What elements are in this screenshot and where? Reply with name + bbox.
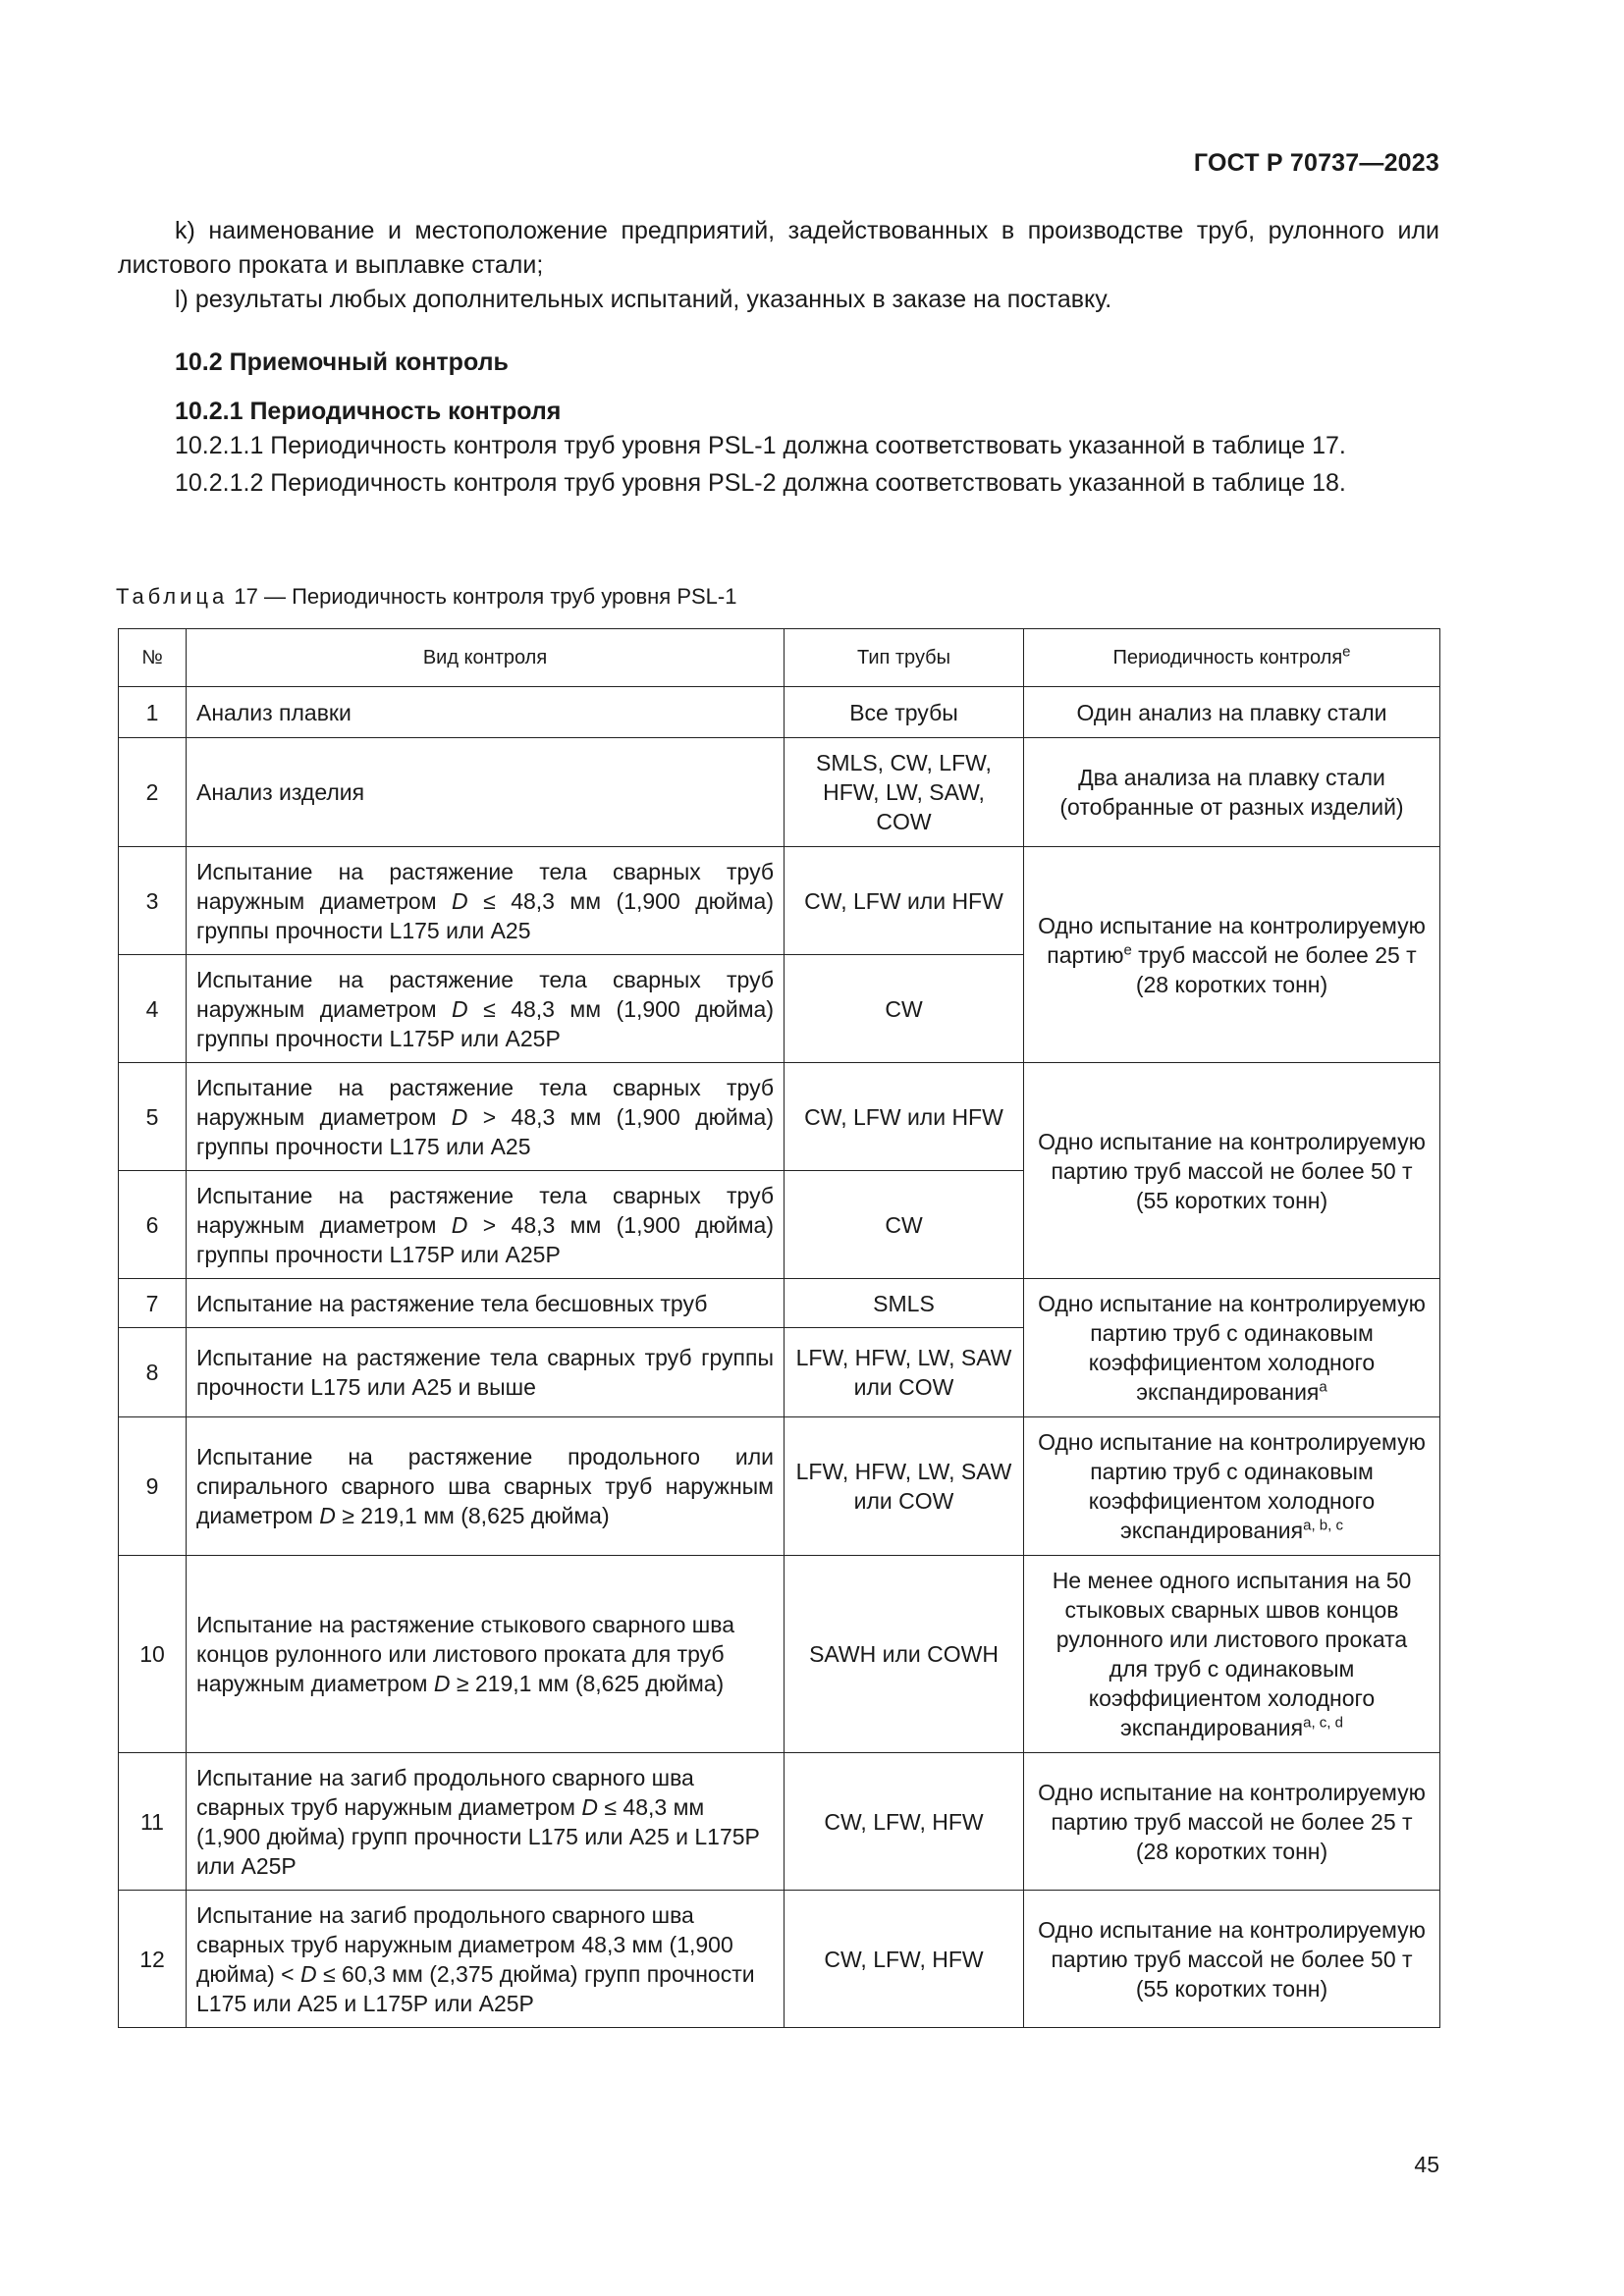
section-title: 10.2 Приемочный контроль bbox=[175, 348, 509, 376]
cell-kind: Анализ плавки bbox=[187, 687, 785, 738]
table-caption-word: Таблица bbox=[116, 584, 229, 609]
table-row bbox=[119, 1417, 1440, 1556]
cell-type: CW, LFW или HFW bbox=[785, 847, 1024, 955]
cell-type: CW bbox=[785, 955, 1024, 1063]
list-item-k: k) наименование и местоположение предприятий, задействованных в производстве труб, рулонного или листового проката и выплавке стали; bbox=[118, 217, 1439, 279]
cell-num: 3 bbox=[119, 847, 187, 955]
table-row bbox=[119, 687, 1440, 738]
cell-num: 1 bbox=[119, 687, 187, 738]
control-frequency-table bbox=[118, 628, 1440, 2028]
cell-num: 12 bbox=[119, 1891, 187, 2028]
table-row bbox=[119, 1279, 1440, 1328]
table-row bbox=[119, 1556, 1440, 1753]
footnote-mark: a, c, d bbox=[1303, 1714, 1343, 1732]
paragraph-10-2-1-2: 10.2.1.2 Периодичность контроля труб уровня PSL-2 должна соответствовать указанной в таблице 18. bbox=[175, 469, 1346, 497]
paragraph-10-2-1-1: 10.2.1.1 Периодичность контроля труб уровня PSL-1 должна соответствовать указанной в таблице 17. bbox=[175, 432, 1346, 459]
table-row bbox=[119, 1753, 1440, 1891]
cell-kind: Испытание на растяжение тела сварных труб наружным диаметром D ≤ 48,3 мм (1,900 дюйма) группы прочности L175P или A25P bbox=[187, 955, 785, 1063]
header-kind: Вид контроля bbox=[187, 629, 785, 687]
cell-freq-merged: Одно испытание на контролируемую партию труб массой не более 50 т (55 коротких тонн) bbox=[1024, 1063, 1440, 1279]
cell-type: LFW, HFW, LW, SAW или COW bbox=[785, 1328, 1024, 1417]
cell-freq-merged: Одно испытание на контролируемую партию$^e$ труб массой не более 25 т (28 коротких тонн) bbox=[1024, 847, 1440, 1063]
cell-kind: Испытание на загиб продольного сварного шва сварных труб наружным диаметром D ≤ 48,3 мм (1,900 дюйма) групп прочности L175 или A25 и L175P или A25P bbox=[187, 1753, 785, 1891]
footnote-mark: a bbox=[1319, 1378, 1327, 1396]
cell-num: 8 bbox=[119, 1328, 187, 1417]
cell-freq: Два анализа на плавку стали (отобранные от разных изделий) bbox=[1024, 738, 1440, 847]
cell-freq: Один анализ на плавку стали bbox=[1024, 687, 1440, 738]
cell-kind: Испытание на растяжение тела сварных труб наружным диаметром D > 48,3 мм (1,900 дюйма) группы прочности L175 или A25 bbox=[187, 1063, 785, 1171]
cell-type: CW bbox=[785, 1171, 1024, 1279]
cell-num: 10 bbox=[119, 1556, 187, 1753]
cell-freq: Одно испытание на контролируемую партию труб с одинаковым коэффициентом холодного экспандирования$^{a, b, c}$ bbox=[1024, 1417, 1440, 1556]
footnote-mark: e bbox=[1342, 643, 1351, 661]
cell-kind: Испытание на растяжение тела сварных труб группы прочности L175 или A25 и выше bbox=[187, 1328, 785, 1417]
cell-type: Все трубы bbox=[785, 687, 1024, 738]
table-header-row bbox=[119, 629, 1440, 687]
header-freq: Периодичность контроля$^e$ bbox=[1024, 629, 1440, 687]
cell-type: CW, LFW, HFW bbox=[785, 1753, 1024, 1891]
footnote-mark: a, b, c bbox=[1303, 1517, 1343, 1534]
cell-kind: Испытание на растяжение тела бесшовных труб bbox=[187, 1279, 785, 1328]
table-row bbox=[119, 1063, 1440, 1171]
intro-list bbox=[118, 214, 1439, 317]
section-10-2-1 bbox=[118, 395, 1439, 501]
cell-freq: Одно испытание на контролируемую партию труб массой не более 25 т (28 коротких тонн) bbox=[1024, 1753, 1440, 1891]
cell-freq: Одно испытание на контролируемую партию труб массой не более 50 т (55 коротких тонн) bbox=[1024, 1891, 1440, 2028]
list-item-l: l) результаты любых дополнительных испытаний, указанных в заказе на поставку. bbox=[175, 286, 1112, 313]
cell-type: LFW, HFW, LW, SAW или COW bbox=[785, 1417, 1024, 1556]
cell-num: 9 bbox=[119, 1417, 187, 1556]
table-row bbox=[119, 847, 1440, 955]
cell-freq: Не менее одного испытания на 50 стыковых сварных швов концов рулонного или листового проката для труб с одинаковым коэффициентом холодного экспандирования$^{a, c, d}$ bbox=[1024, 1556, 1440, 1753]
cell-num: 7 bbox=[119, 1279, 187, 1328]
cell-num: 11 bbox=[119, 1753, 187, 1891]
cell-freq-merged: Одно испытание на контролируемую партию труб с одинаковым коэффициентом холодного экспандирования$^a$ bbox=[1024, 1279, 1440, 1417]
footnote-mark: e bbox=[1123, 940, 1132, 958]
table-row bbox=[119, 738, 1440, 847]
cell-type: CW, LFW, HFW bbox=[785, 1891, 1024, 2028]
page-number: 45 bbox=[1414, 2152, 1439, 2177]
table-caption-text: 17 — Периодичность контроля труб уровня PSL-1 bbox=[234, 584, 737, 609]
cell-type: SMLS, CW, LFW, HFW, LW, SAW, COW bbox=[785, 738, 1024, 847]
cell-num: 4 bbox=[119, 955, 187, 1063]
table-caption bbox=[116, 584, 736, 610]
cell-kind: Испытание на загиб продольного сварного шва сварных труб наружным диаметром 48,3 мм (1,900 дюйма) < D ≤ 60,3 мм (2,375 дюйма) групп прочности L175 или A25 и L175P или A25P bbox=[187, 1891, 785, 2028]
cell-kind: Испытание на растяжение тела сварных труб наружным диаметром D > 48,3 мм (1,900 дюйма) группы прочности L175P или A25P bbox=[187, 1171, 785, 1279]
cell-kind: Испытание на растяжение тела сварных труб наружным диаметром D ≤ 48,3 мм (1,900 дюйма) группы прочности L175 или A25 bbox=[187, 847, 785, 955]
cell-kind: Испытание на растяжение стыкового сварного шва концов рулонного или листового проката для труб наружным диаметром D ≥ 219,1 мм (8,625 дюйма) bbox=[187, 1556, 785, 1753]
table-row bbox=[119, 1891, 1440, 2028]
cell-type: SMLS bbox=[785, 1279, 1024, 1328]
document-code: ГОСТ Р 70737—2023 bbox=[1193, 149, 1439, 177]
subsection-title: 10.2.1 Периодичность контроля bbox=[175, 398, 562, 425]
cell-num: 2 bbox=[119, 738, 187, 847]
cell-num: 5 bbox=[119, 1063, 187, 1171]
header-type: Тип трубы bbox=[785, 629, 1024, 687]
header-num: № bbox=[119, 629, 187, 687]
cell-num: 6 bbox=[119, 1171, 187, 1279]
cell-kind: Анализ изделия bbox=[187, 738, 785, 847]
cell-type: SAWH или COWH bbox=[785, 1556, 1024, 1753]
section-10-2 bbox=[118, 346, 1439, 380]
cell-kind: Испытание на растяжение продольного или спирального сварного шва сварных труб наружным диаметром D ≥ 219,1 мм (8,625 дюйма) bbox=[187, 1417, 785, 1556]
cell-type: CW, LFW или HFW bbox=[785, 1063, 1024, 1171]
